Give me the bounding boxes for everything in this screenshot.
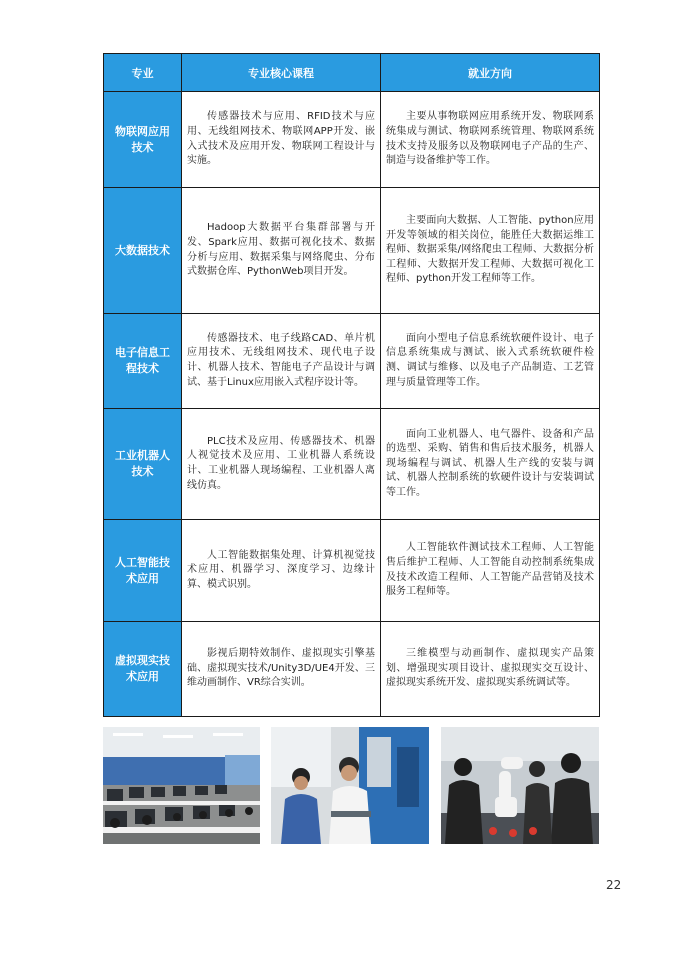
career-direction: 面向小型电子信息系统软硬件设计、电子信息系统集成与测试、嵌入式系统软硬件检测、调试与维修、以及电子产品制造、工艺管理与质量管理等工作。 bbox=[381, 314, 600, 409]
major-name: 物联网应用技术 bbox=[104, 92, 182, 188]
header-major: 专业 bbox=[104, 54, 182, 92]
major-name: 虚拟现实技术应用 bbox=[104, 622, 182, 717]
core-courses: Hadoop大数据平台集群部署与开发、Spark应用、数据可视化技术、数据分析与应用、数据采集与网络爬虫、分布式数据仓库、PythonWeb项目开发。 bbox=[182, 188, 381, 314]
major-name: 人工智能技术应用 bbox=[104, 520, 182, 622]
table-row bbox=[104, 622, 600, 717]
students-equipment-photo bbox=[271, 727, 429, 844]
career-direction: 主要面向大数据、人工智能、python应用开发等领域的相关岗位，能胜任大数据运维工程师、数据采集/网络爬虫工程师、大数据分析工程师、大数据开发工程师、大数据可视化工程师、python开发工程师等工作。 bbox=[381, 188, 600, 314]
major-name: 电子信息工程技术 bbox=[104, 314, 182, 409]
header-career: 就业方向 bbox=[381, 54, 600, 92]
core-courses: 影视后期特效制作、虚拟现实引擎基础、虚拟现实技术/Unity3D/UE4开发、三维动画制作、VR综合实训。 bbox=[182, 622, 381, 717]
core-courses: PLC技术及应用、传感器技术、机器人视觉技术及应用、工业机器人系统设计、工业机器人现场编程、工业机器人离线仿真。 bbox=[182, 409, 381, 520]
major-name: 大数据技术 bbox=[104, 188, 182, 314]
header-courses: 专业核心课程 bbox=[182, 54, 381, 92]
table-row bbox=[104, 520, 600, 622]
career-direction: 人工智能软件测试技术工程师、人工智能售后维护工程师、人工智能自动控制系统集成及技术改造工程师、人工智能产品营销及技术服务工程师等。 bbox=[381, 520, 600, 622]
robot-lab-photo bbox=[441, 727, 599, 844]
table-row bbox=[104, 314, 600, 409]
core-courses: 人工智能数据集处理、计算机视觉技术应用、机器学习、深度学习、边缘计算、模式识别。 bbox=[182, 520, 381, 622]
major-name: 工业机器人技术 bbox=[104, 409, 182, 520]
career-direction: 主要从事物联网应用系统开发、物联网系统集成与测试、物联网系统管理、物联网系统技术支持及服务以及物联网电子产品的生产、制造与设备维护等工作。 bbox=[381, 92, 600, 188]
core-courses: 传感器技术、电子线路CAD、单片机应用技术、无线组网技术、现代电子设计、机器人技术、智能电子产品设计与调试、基于Linux应用嵌入式程序设计等。 bbox=[182, 314, 381, 409]
computer-lab-photo bbox=[103, 727, 260, 844]
career-direction: 三维模型与动画制作、虚拟现实产品策划、增强现实项目设计、虚拟现实交互设计、虚拟现实系统开发、虚拟现实系统调试等。 bbox=[381, 622, 600, 717]
table-row bbox=[104, 92, 600, 188]
program-table bbox=[103, 53, 600, 717]
table-row bbox=[104, 409, 600, 520]
table-row bbox=[104, 188, 600, 314]
table-header-row bbox=[104, 54, 600, 92]
core-courses: 传感器技术与应用、RFID技术与应用、无线组网技术、物联网APP开发、嵌入式技术及应用开发、物联网工程设计与实施。 bbox=[182, 92, 381, 188]
page-number: 22 bbox=[606, 878, 622, 892]
career-direction: 面向工业机器人、电气器件、设备和产品的选型、采购、销售和售后技术服务，机器人现场编程与调试、机器人生产线的安装与调试、机器人控制系统的软硬件设计与安装调试等工作。 bbox=[381, 409, 600, 520]
